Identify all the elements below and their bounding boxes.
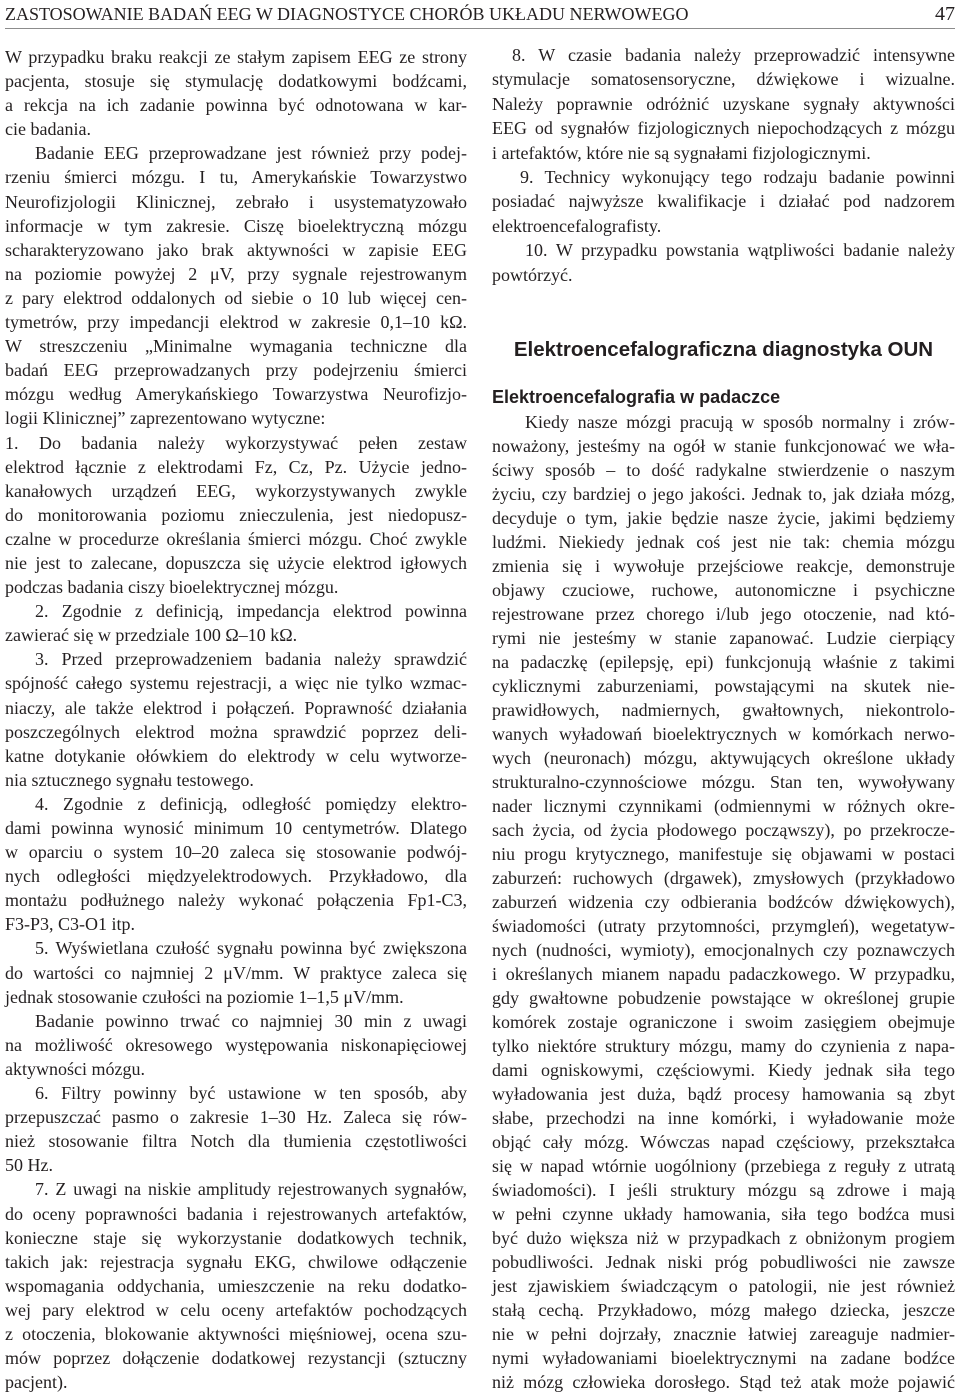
- text-line: niu progu krytycznego, manifestuje się objawami w postaci: [492, 844, 955, 864]
- text-line: i artefaktów, które nie są sygnałami fizjologicznymi.: [492, 142, 871, 163]
- text-line: nymi wyładowaniami bioelektrycznymi na zadane bodźce: [492, 1348, 955, 1368]
- text-line: tylko niektóre struktury mózgu, mamy do czynienia z napa-: [492, 1036, 955, 1056]
- text-line: na możliwość okresowego występowania niskonapięciowej: [5, 1034, 467, 1055]
- text-line: na padaczkę (epilepsję, epi) funkcjonują właśnie z takimi: [492, 652, 955, 672]
- text-line: stymulacje somatosensoryczne, dźwiękowe i wizualne.: [492, 69, 955, 90]
- text-line: F3-P3, C3-O1 itp.: [5, 914, 136, 935]
- text-line: do wartości co najmniej 2 μV/mm. W praktyce zaleca się: [5, 962, 467, 983]
- text-line: strukturalno-czynnościowe mózgu. Stan ten, wywoływany: [492, 772, 955, 792]
- right-column: [492, 0, 955, 1396]
- text-line: się w napad wtórnie uogólniony (przebiega z reguły z utratą: [492, 1156, 955, 1176]
- text-line: rejestrowane przez chorego i/lub jego otoczenie, nad któ-: [492, 604, 955, 624]
- text-line: nych (nudności, wymioty), emocjonalnych czy poznawczych: [492, 940, 955, 960]
- text-line: konieczne staje się wykorzystanie dodatkowych technik,: [5, 1227, 467, 1248]
- text-line: 1. Do badania należy wykorzystywać pełen zestaw: [5, 432, 467, 453]
- text-line: ściwy sposób – to dość radykalne stwierdzenie o naszym: [492, 460, 955, 480]
- text-line: 5. Wyświetlana czułość sygnału powinna być zwiększona: [35, 938, 467, 959]
- text-line: Neurofizjologii Klinicznej, zebrało i usystematyzowało: [5, 191, 467, 212]
- section-heading: Elektroencefalograficzna diagnostyka OUN: [513, 338, 934, 361]
- text-line: na poziomie powyżej 2 μV, przy sygnale rejestrowanym: [5, 263, 467, 284]
- text-line: pacjent).: [5, 1372, 68, 1393]
- text-line: nie w pełni dojrzały, znacznie łatwiej zareaguje nadmier-: [492, 1324, 955, 1344]
- page-number: 47: [935, 3, 955, 25]
- text-line: cyklicznymi zaburzeniami, powstającymi na skutek nie-: [492, 676, 955, 696]
- text-line: logii Klinicznej” zaprezentowano wytyczne:: [5, 408, 326, 429]
- text-line: aktywności mózgu.: [5, 1058, 145, 1079]
- text-line: EEG od sygnałów fizjologicznych niepochodzących z mózgu: [492, 118, 955, 139]
- text-line: czalne w procedurze określania śmierci mózgu. Choć zwykle: [5, 528, 467, 549]
- text-line: zaburzeń: ruchowych (drgawek), zmysłowych (przykładowo: [492, 868, 955, 888]
- paragraph: [5, 45, 467, 141]
- list-item-9: [492, 165, 955, 238]
- text-line: posiadać najwyższe kwalifikacje i działać pod nadzorem: [492, 191, 955, 212]
- text-line: poszczególnych elektrod można sprawdzić poprzez deli-: [5, 721, 467, 742]
- text-line: wej pary elektrod w celu oceny artefaktów pochodzących: [5, 1299, 467, 1320]
- text-line: 4. Zgodnie z definicją, odległość pomiędzy elektro-: [35, 793, 467, 814]
- text-line: w pełni czynne układy hamowania, siła tego bodźca musi: [492, 1204, 955, 1224]
- text-line: zmienia się i wywołuje przejściowe reakcje, demonstruje: [492, 556, 955, 576]
- text-line: 6. Filtry powinny być ustawione w ten sposób, aby: [35, 1083, 467, 1104]
- text-line: 3. Przed przeprowadzeniem badania należy sprawdzić: [35, 649, 467, 670]
- text-line: tymetrów, przy impedancji elektrod w zakresie 0,1–10 kΩ.: [5, 312, 467, 333]
- text-line: jednak stosowanie czułości na poziomie 1–1,5 μV/mm.: [5, 986, 404, 1007]
- text-line: z pary elektrod oddalonych od siebie o 10 lub więcej cen-: [5, 287, 467, 308]
- text-line: gdy gwałtowne pobudzenie powstające w określonej grupie: [492, 988, 955, 1008]
- text-line: prawidłowych, nadmiernych, gwałtownych, niekontrolo-: [492, 700, 955, 720]
- text-line: elektroencefalografisty.: [492, 215, 662, 236]
- text-line: wych (neuronach) mózgu, aktywujących określone układy: [492, 748, 955, 768]
- text-line: takich jak: rejestracja sygnału EKG, chwilowe odłączenie: [5, 1251, 467, 1272]
- text-line: dami powinna wynosić minimum 10 centymetrów. Dlatego: [5, 818, 467, 838]
- text-line: spójność całego systemu rejestracji, a więc nie tylko wzmac-: [5, 673, 467, 694]
- list-item-1: [5, 431, 467, 600]
- text-line: katne dotykanie ołówkiem do elektrody w celu wytworze-: [5, 745, 467, 766]
- text-line: nież stosowanie filtra Notch dla tłumienia częstotliwości: [5, 1131, 467, 1152]
- text-line: świadomości). I jeśli struktury mózgu są zdrowe i mają: [492, 1180, 955, 1200]
- paragraph: [5, 141, 467, 430]
- text-line: rzeniu śmierci mózgu. I tu, Amerykańskie Towarzystwo: [5, 167, 467, 188]
- text-line: nych odległości międzyelektrodowych. Przykładowo, dla: [5, 866, 467, 887]
- text-line: komórek zostaje ograniczone i swoim zasięgiem obejmuje: [492, 1012, 955, 1032]
- text-line: nader licznymi czynnikami (odmiennymi w różnych okre-: [492, 796, 955, 816]
- list-item-8: [492, 43, 955, 165]
- text-line: być dużo większa niż w przypadkach z obniżonym progiem: [492, 1228, 955, 1248]
- left-column: [5, 45, 467, 1394]
- text-line: nie jest to zalecane, dopuszcza się użycie elektrod igłowych: [5, 552, 467, 573]
- text-line: cie badania.: [5, 119, 91, 140]
- text-line: Należy poprawnie odróżnić uzyskane sygnały aktywności: [492, 93, 955, 114]
- text-line: informacje w tym zakresie. Ciszę bioelektryczną mózgu: [5, 215, 467, 236]
- text-line: montażu podłużnego należy wykonać połączenia Fp1-C3,: [5, 890, 467, 911]
- running-header-title: ZASTOSOWANIE BADAŃ EEG W DIAGNOSTYCE CHORÓB UKŁADU NERWOWEGO: [5, 4, 689, 24]
- text-line: 10. W przypadku powstania wątpliwości badanie należy: [525, 240, 955, 261]
- text-line: podczas badania ciszy bioelektrycznej mózgu.: [5, 577, 339, 598]
- text-line: dami ogniskowymi, częściowymi. Kiedy jednak siła tego: [492, 1060, 955, 1080]
- section-body: [492, 410, 955, 1394]
- list-item-7: [5, 1177, 467, 1394]
- text-line: elektrod łącznie z elektrodami Fz, Cz, Pz. Użycie jedno-: [5, 456, 467, 477]
- text-line: wyładowania jest duża, bądź procesy hamowania są zbyt: [492, 1084, 955, 1104]
- text-line: 2. Zgodnie z definicją, impedancja elektrod powinna: [35, 601, 467, 622]
- text-line: słabe, przechodzi na inne komórki, i wyładowanie może: [492, 1108, 955, 1128]
- paragraph: [492, 410, 955, 1394]
- subsection-heading: Elektroencefalografia w padaczce: [492, 387, 781, 407]
- text-line: do monitorowania poziomu znieczulenia, jest niedopusz-: [5, 504, 467, 525]
- text-line: objąć cały mózg. Wówczas napad częściowy, przekształca: [492, 1132, 955, 1152]
- text-line: kanałowych urządzeń EEG, wykorzystywanych zwykle: [5, 480, 467, 501]
- text-line: 7. Z uwagi na niskie amplitudy rejestrowanych sygnałów,: [35, 1179, 467, 1200]
- text-line: rymi nie jesteśmy w stanie zapanować. Ludzie cierpiący: [492, 628, 955, 648]
- text-line: noważony, jesteśmy na ogół w stanie funkcjonować we wła-: [492, 436, 955, 456]
- text-line: wanych wyładowań bioelektrycznych w komórkach nerwo-: [492, 724, 955, 744]
- text-line: 50 Hz.: [5, 1155, 53, 1176]
- text-line: zawierać się w przedziale 100 Ω–10 kΩ.: [5, 625, 298, 646]
- text-line: badań EEG przeprowadzanych przy podejrzeniu śmierci: [5, 360, 467, 381]
- list-item-4: [5, 792, 467, 937]
- text-line: Badanie EEG przeprowadzane jest również przy podej-: [35, 143, 467, 164]
- list-item-2: [5, 599, 467, 647]
- text-line: scharakteryzowano jako brak aktywności w zapisie EEG: [5, 239, 467, 260]
- list-item-5: [5, 936, 467, 1008]
- text-line: świadomości (utraty przytomności, przymgleń), wegetatyw-: [492, 916, 955, 936]
- text-line: objawy czuciowe, ruchowe, autonomiczne i psychiczne: [492, 580, 955, 600]
- text-line: jest zjawiskiem świadczącym o patologii, nie jest również: [492, 1276, 955, 1296]
- text-line: życiu, czy bardziej o jego jakości. Jednak to, jak działa mózg,: [492, 484, 955, 504]
- text-line: pacjenta, stosuje się stymulację dodatkowymi bodźcami,: [5, 71, 467, 92]
- text-line: i określanych mianem napadu padaczkowego. W przypadku,: [492, 964, 955, 984]
- text-line: 9. Technicy wykonujący tego rodzaju badanie powinni: [520, 167, 955, 188]
- text-line: wspomagania oddychania, umieszczenie na reku dodatko-: [5, 1275, 467, 1296]
- text-line: W streszczeniu „Minimalne wymagania techniczne dla: [5, 336, 467, 357]
- text-line: mów poprzez dołączenie dodatkowej rezystancji (sztuczny: [5, 1348, 467, 1369]
- list-item-3: [5, 647, 467, 792]
- paragraph: [5, 1009, 467, 1081]
- text-line: stałą cechą. Przykładowo, mózg małego dziecka, jeszcze: [492, 1300, 955, 1320]
- text-line: pobudliwości. Jednak niski próg pobudliwości nie zawsze: [492, 1252, 955, 1272]
- text-line: a rekcja na ich zadanie powinna być odnotowana w kar-: [5, 95, 467, 116]
- text-line: do oceny poprawności badania i rejestrowanych artefaktów,: [5, 1203, 467, 1224]
- text-line: Badanie powinno trwać co najmniej 30 min z uwagi: [35, 1010, 467, 1031]
- text-line: decyduje o tym, jakie będzie nasze życie, jakimi będziemy: [492, 508, 955, 528]
- text-line: powtórzyć.: [492, 264, 573, 285]
- text-line: w oparciu o system 10–20 zaleca się stosowanie podwój-: [5, 842, 467, 863]
- text-line: nia sztucznego sygnału testowego.: [5, 769, 254, 790]
- text-line: Kiedy nasze mózgi pracują w sposób normalny i zrów-: [525, 412, 955, 432]
- guideline-list-continued: [492, 43, 955, 287]
- text-line: 8. W czasie badania należy przeprowadzić intensywne: [512, 45, 955, 65]
- text-line: sach życia, od życia płodowego począwszy), po przekrocze-: [492, 820, 955, 840]
- text-line: W przypadku braku reakcji ze stałym zapisem EEG ze strony: [5, 47, 467, 67]
- list-item-6: [5, 1081, 467, 1177]
- text-line: ludźmi. Niekiedy jednak coś jest nie tak: chemia mózgu: [492, 532, 955, 552]
- text-line: niż mózg człowieka dorosłego. Stąd też atak może pojawić: [492, 1372, 955, 1392]
- list-item-10: [492, 238, 955, 287]
- text-line: niaczy, ale także elektrod i połączeń. Poprawność działania: [5, 697, 467, 718]
- text-line: z otoczenia, blokowanie aktywności mięśniowej, ocena szu-: [5, 1323, 467, 1344]
- text-line: mózgu według Amerykańskiego Towarzystwa Neurofizjo-: [5, 384, 467, 405]
- text-line: przepuszczać pasmo o zakresie 1–30 Hz. Zaleca się rów-: [5, 1107, 467, 1128]
- text-line: zaburzeń widzenia czy odbierania bodźców dźwiękowych),: [492, 892, 955, 912]
